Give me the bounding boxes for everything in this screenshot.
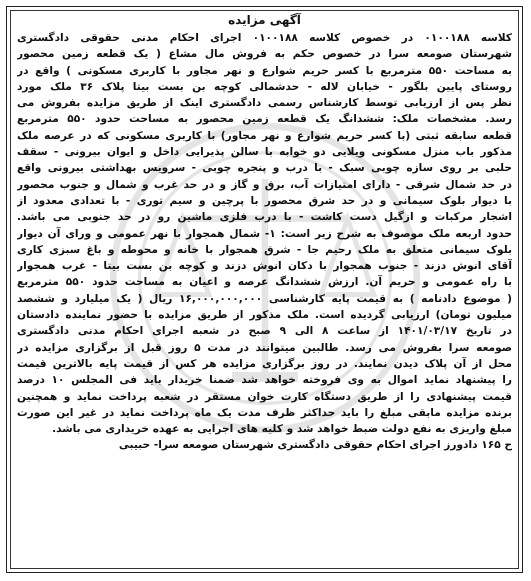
notice-content xyxy=(17,11,512,568)
notice-body xyxy=(17,30,512,437)
notice-footer: ح ۱۶۵ دادورز اجرای احکام حقوقی دادگستری شهرستان صومعه سرا- حبیبی xyxy=(118,439,512,452)
notice-body-line: در تاریخ ۱۴۰۱/۰۳/۱۷ از ساعت ۸ الی ۹ صبح در شعبه اجرای احکام مدنی دادگستری xyxy=(17,325,512,338)
notice-body-line: اشجار مرکبات و ازگیل دست کاشت - با درب فلزی ماشین رو در حد جنوبی می باشد. xyxy=(17,211,512,224)
notice-body-line: نظر پس از ارزیابی توسط کارشناس رسمی دادگستری اینک از طریق مزایده بفروش می xyxy=(17,97,512,110)
notice-body-line: محل از آن پلاک دیدن نمایند. در روز برگزاری مزایده هر کس از قیمت پایه بالاترین قیمت xyxy=(17,357,512,370)
notice-body-line: را پیشنهاد نماید اموال به وی فروخته خواهد شد ضمنا خریدار باید فی المجلس ۱۰ درصد xyxy=(17,374,512,387)
notice-body-line: میلیون تومان) ارزیابی گردیده است. ملک مذکور از طریق مزایده با حضور نماینده دادستان xyxy=(17,309,512,322)
notice-body-line: در حد شمال شرقی - دارای امتیازات آب، برق و گاز و در حد غرب و شمال و جنوب محصور xyxy=(17,178,512,191)
notice-body-line: قیمت پیشنهادی را از طریق دستگاه کارت خوان مستقر در شعبه پرداخت نماید و همچنین xyxy=(17,390,512,403)
notice-body-line: رسد. مشخصات ملک: ششدانگ یک قطعه زمین محصور به مساحت حدود ۵۵۰ مترمربع xyxy=(17,113,512,126)
notice-body-line: مبلغ واریزی به نفع دولت ضبط خواهد شد و کلیه های اجرایی به عهده خریداری می باشد. xyxy=(52,423,512,436)
notice-body-line: آقای انوش دزند - جنوب همجوار با دکان انوش دزند و کوچه بن بست بیتا - غرب همجوار xyxy=(17,260,512,273)
notice-body-line: با دیوار بلوک سیمانی و در حد شرق محصور با پرچین و سیم توری - با تعدادی معدود از xyxy=(17,194,512,207)
notice-body-line: بلوک سیمانی متعلق به ملک رحیم جا - شرق همجوار با خانه و محوطه و باغ سبزی کاری xyxy=(17,243,512,256)
notice-body-line: ( موضوع دادنامه ) به قیمت پایه کارشناسی ۱۶,۰۰۰,۰۰۰,۰۰۰ ریال ( یک میلیارد و ششصد xyxy=(17,292,512,305)
notice-body-line: به مساحت ۵۵۰ مترمربع با کسر حریم شوارع و نهر مجاور با کاربری مسکونی ) واقع در xyxy=(17,64,512,77)
notice-body-line: حلبی بر روی سازه چوبی سبک - با درب و پنجره چوبی - سرویس بهداشتی بیرونی واقع xyxy=(17,162,512,175)
notice-body-line: برنده مزایده مابقی مبلغ را باید حداکثر ظرف مدت یک ماه پرداخت نماید در غیر این صورت xyxy=(17,406,512,419)
notice-body-line: کلاسه ۰۱۰۰۱۸۸ در خصوص کلاسه ۰۱۰۰۱۸۸ اجرای احکام مدنی حقوقی دادگستری xyxy=(17,32,512,44)
notice-body-line: صومعه سرا بفروش می رسد. طالبین میتوانند در مدت ۵ روز قبل از برگزاری مزایده در xyxy=(17,341,512,354)
notice-body-line: قطعه سابقه ثبتی (با کسر حریم شوارع و نهر مجاور) با کاربری مسکونی که در عرصه ملک xyxy=(17,129,512,142)
notice-body-line: روستای پایین بلگور - خیابان لاله - حدشمالی کوچه بن بست بیتا پلاک ۳۶ ملک مورد xyxy=(17,80,512,93)
notice-frame xyxy=(6,6,523,573)
notice-title: آگهی مزایده xyxy=(228,13,301,27)
notice-body-line: مذکور باب منزل مسکونی ویلایی دو خوابه با سالن پذیرایی داخل و ایوان بیرونی - سقف xyxy=(17,146,512,159)
notice-body-line: شهرستان صومعه سرا در خصوص حکم به فروش مال مشاع ( یک قطعه زمین محصور xyxy=(17,48,512,61)
notice-body-line: با راه عمومی و حریم آن. ارزش ششدانگ عرصه و اعیان به مساحت حدود ۵۵۰ مترمربع xyxy=(17,276,512,289)
notice-body-line: حدود اربعه ملک موصوف به شرح زیر است: ۱- شمال همجوار با نهر عمومی و ورای آن دیوار xyxy=(17,227,512,240)
